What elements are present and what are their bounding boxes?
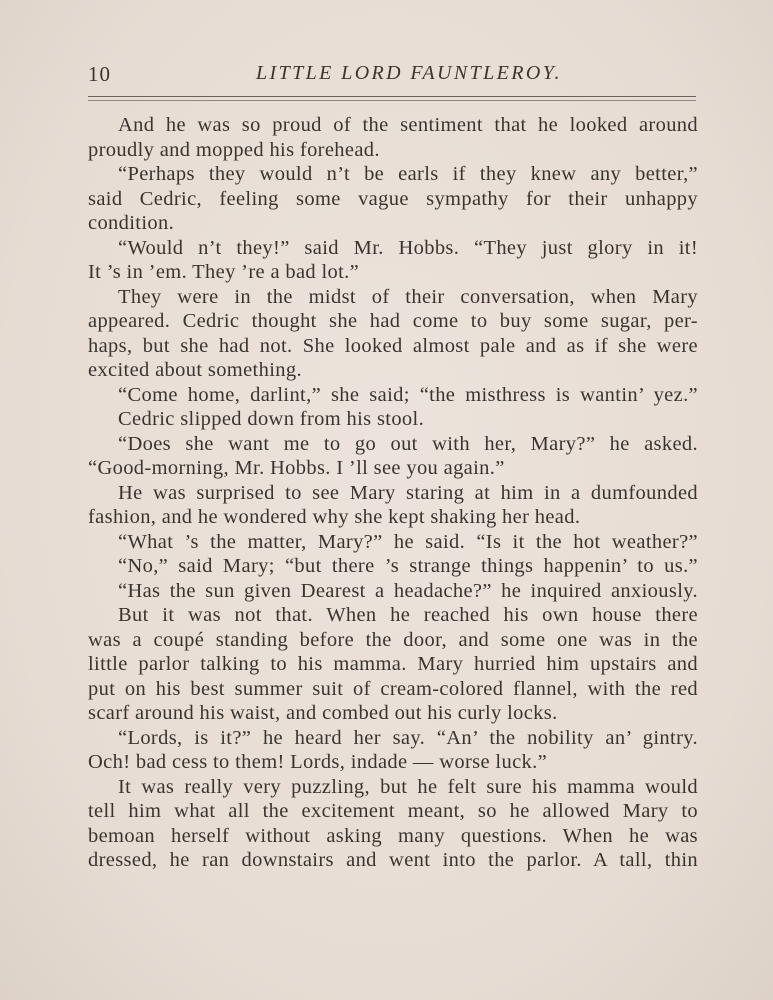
text-line: dressed, he ran downstairs and went into the parlor. A tall, thin (88, 849, 698, 871)
text-line: And he was so proud of the sentiment that he looked around (118, 114, 698, 136)
text-line: “Has the sun given Dearest a headache?” he inquired anxiously. (118, 579, 698, 602)
text-line: Cedric slipped down from his stool. (118, 408, 425, 430)
text-line: scarf around his waist, and combed out his curly locks. (88, 702, 558, 724)
text-line: condition. (88, 212, 175, 234)
text-line: But it was not that. When he reached his own house there (118, 604, 698, 626)
text-line: Och! bad cess to them! Lords, indade — worse luck.” (88, 751, 548, 773)
text-line: appeared. Cedric thought she had come to buy some sugar, per- (88, 310, 698, 332)
text-line: proudly and mopped his forehead. (88, 138, 380, 161)
text-line: “Good-morning, Mr. Hobbs. I ’ll see you again.” (88, 457, 505, 479)
header-rule-thin (88, 100, 696, 101)
text-line: They were in the midst of their conversation, when Mary (118, 285, 698, 308)
text-line: said Cedric, feeling some vague sympathy for their unhappy (88, 187, 698, 210)
running-head (88, 62, 698, 90)
text-line: excited about something. (88, 359, 302, 381)
text-line: bemoan herself without asking many questions. When he was (88, 824, 698, 847)
text-line: “No,” said Mary; “but there ’s strange things happenin’ to us.” (118, 555, 698, 577)
text-line: haps, but she had not. She looked almost pale and as if she were (88, 334, 698, 357)
text-line: was a coupé standing before the door, and some one was in the (88, 628, 698, 651)
text-line: It was really very puzzling, but he felt sure his mamma would (118, 775, 698, 798)
text-line: He was surprised to see Mary staring at him in a dumfounded (118, 481, 698, 504)
header-rule (88, 96, 696, 97)
text-line: little parlor talking to his mamma. Mary hurried him upstairs and (88, 653, 698, 675)
text-line: tell him what all the excitement meant, so he allowed Mary to (88, 800, 698, 822)
text-line: It ’s in ’em. They ’re a bad lot.” (88, 261, 360, 283)
page-number: 10 (88, 62, 111, 86)
text-line: “What ’s the matter, Mary?” he said. “Is it the hot weather?” (118, 530, 698, 553)
body-text (88, 113, 698, 873)
book-title: LITTLE LORD FAUNTLEROY. (256, 62, 562, 84)
text-line: fashion, and he wondered why she kept shaking her head. (88, 506, 581, 528)
text-line: “Lords, is it?” he heard her say. “An’ the nobility an’ gintry. (118, 726, 698, 749)
text-line: put on his best summer suit of cream-colored flannel, with the red (88, 677, 698, 700)
text-line: “Come home, darlint,” she said; “the misthress is wantin’ yez.” (118, 383, 698, 406)
text-line: “Would n’t they!” said Mr. Hobbs. “They just glory in it! (118, 236, 698, 259)
text-line: “Does she want me to go out with her, Mary?” he asked. (118, 432, 698, 455)
text-line: “Perhaps they would n’t be earls if they knew any better,” (118, 163, 698, 185)
